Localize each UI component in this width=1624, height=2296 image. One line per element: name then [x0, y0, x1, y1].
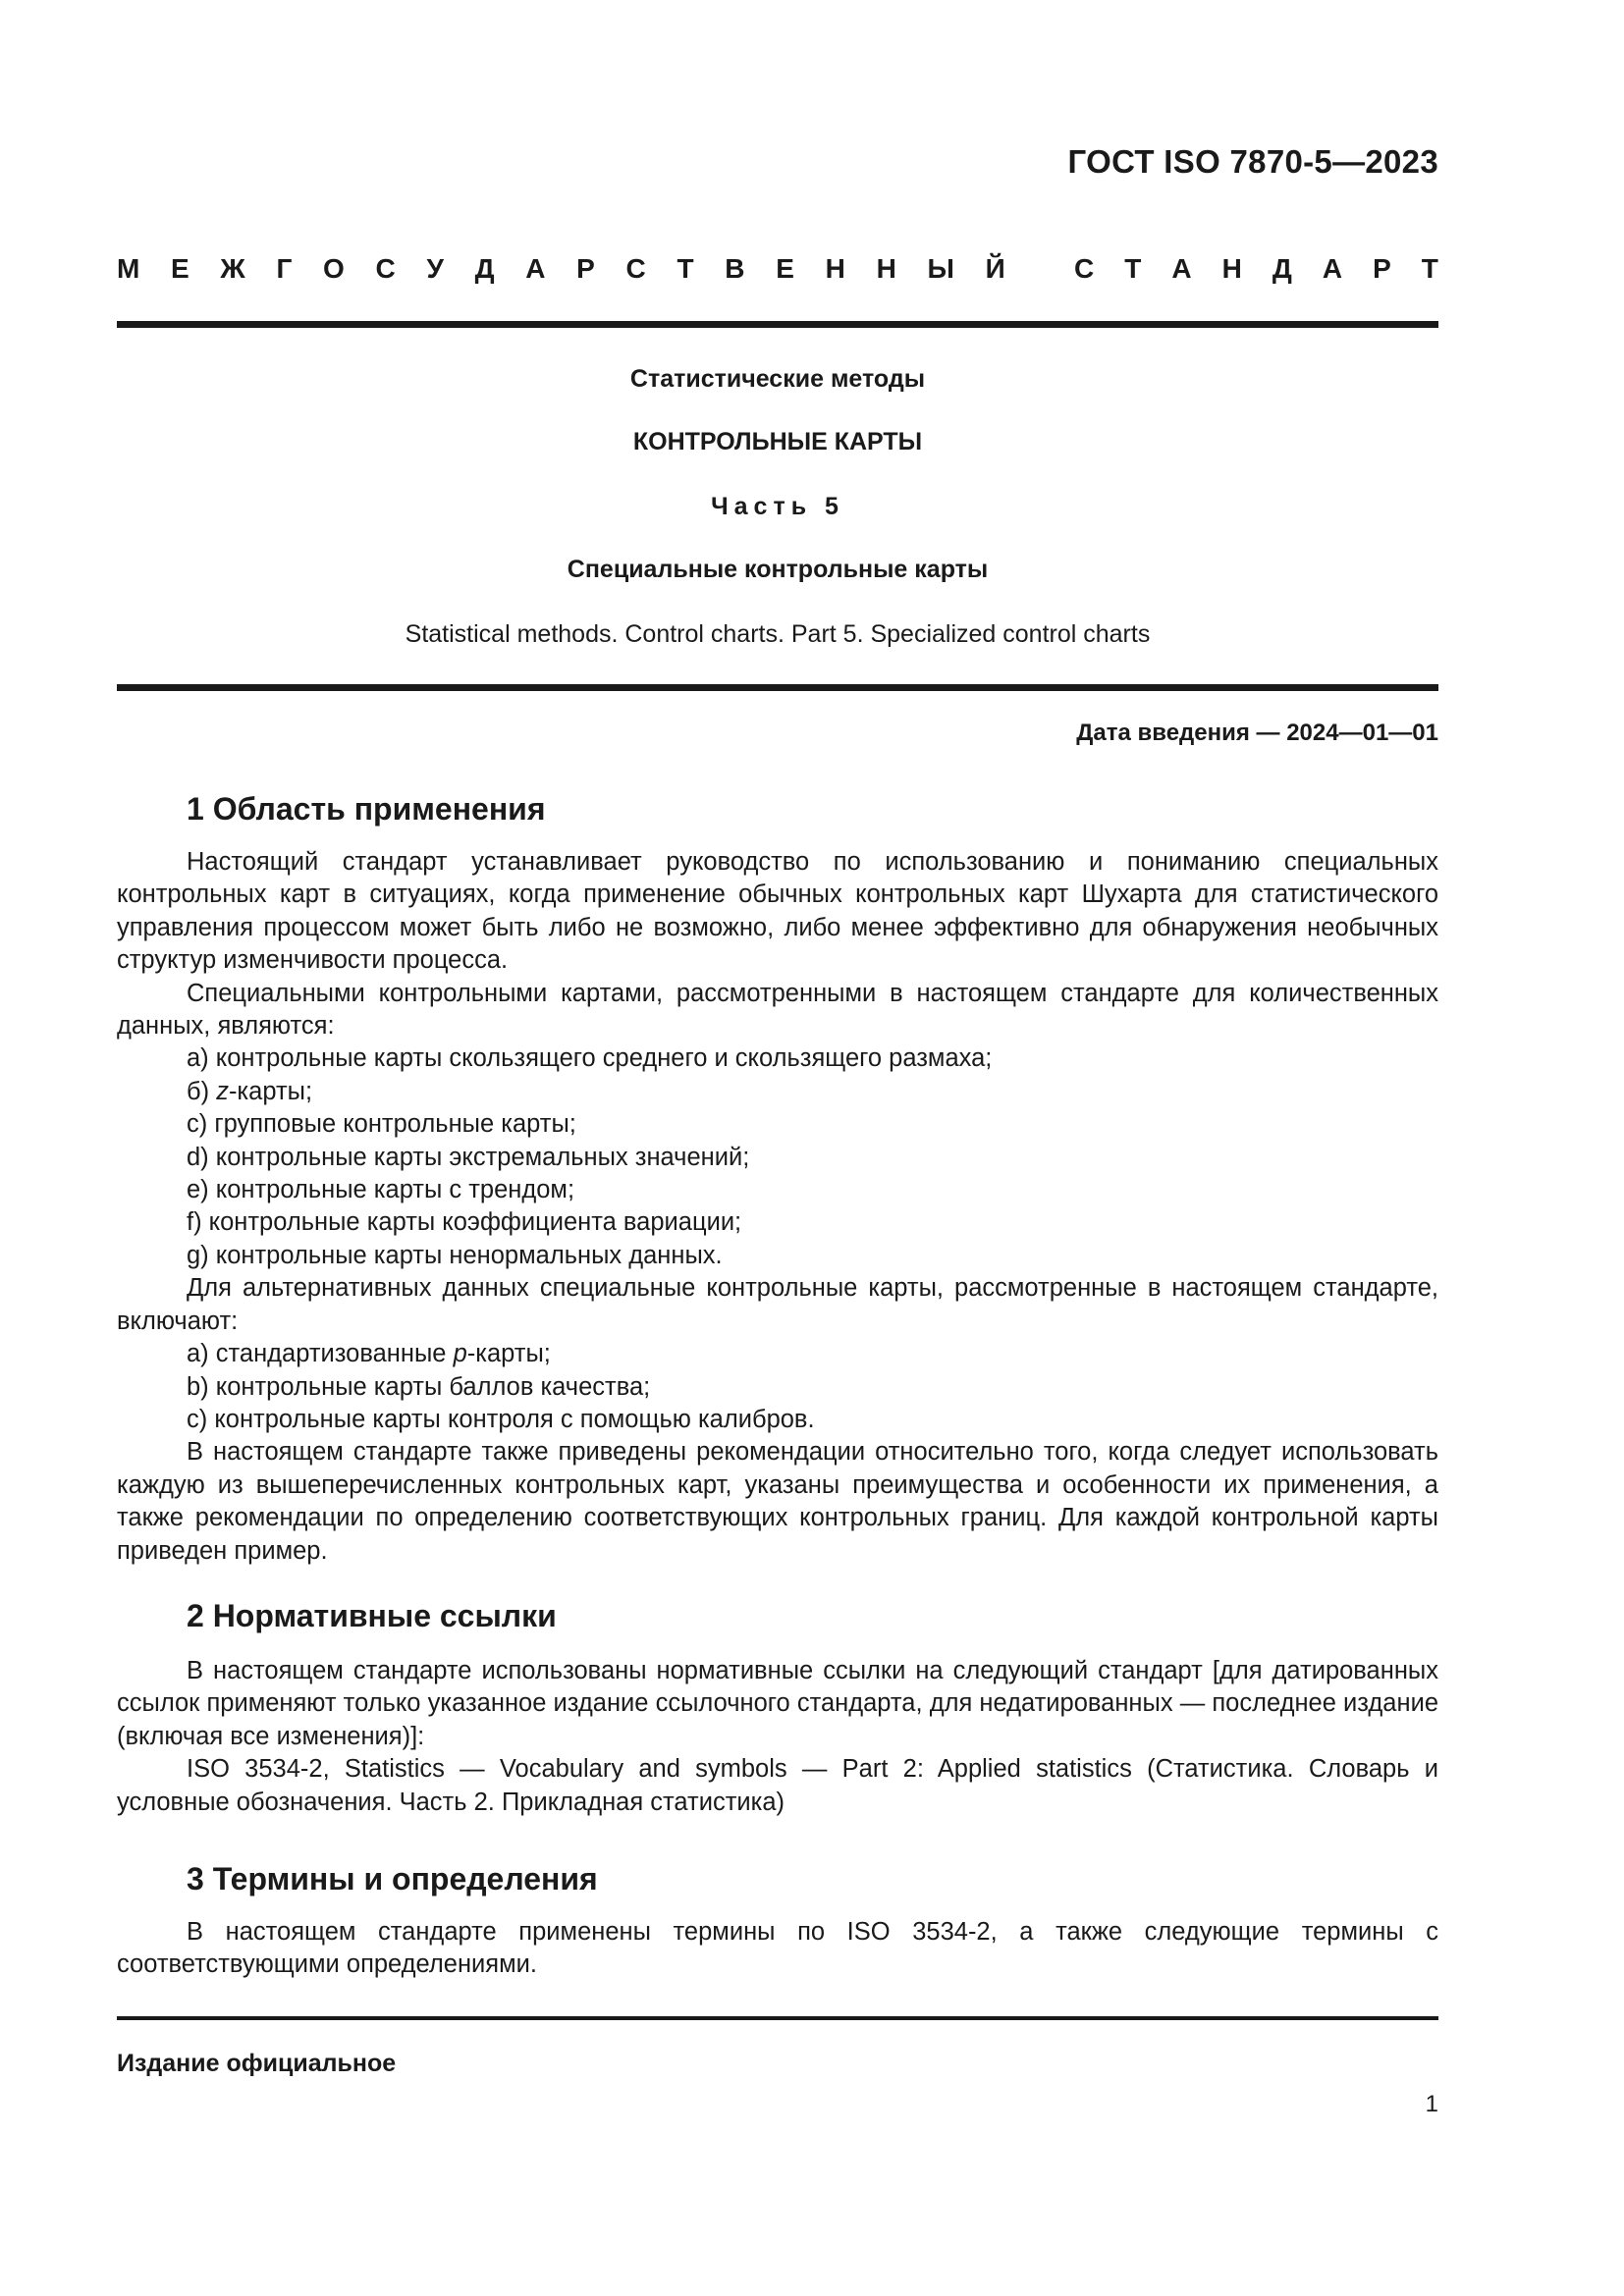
paragraph: В настоящем стандарте использованы нормативные ссылки на следующий стандарт [для датированных ссылок применяют только указанное издание ссылочного стандарта, для недатированных — последнее издание (включая все изменения)]: [117, 1657, 1438, 1750]
interstate-standard-banner [117, 253, 1438, 285]
list-attribute [117, 1338, 1438, 1436]
banner-letter: Р [576, 253, 595, 284]
banner-letter: А [1322, 253, 1343, 284]
banner-word-interstate [117, 253, 1005, 285]
list-item: е) контрольные карты с трендом; [187, 1176, 575, 1204]
part-label: Часть 5 [711, 493, 844, 520]
list-quantitative [117, 1042, 1438, 1272]
paragraph: Настоящий стандарт устанавливает руководство по использованию и пониманию специальных контрольных карт в ситуациях, когда применение обычных контрольных карт Шухарта для статистического управления процессом может быть либо не возможно, либо менее эффективно для обнаружения необычных структур изменчивости процесса. [117, 848, 1438, 975]
section-body-normative-references [117, 1655, 1438, 1819]
banner-letter: М [117, 253, 140, 284]
banner-letter: Й [985, 253, 1005, 284]
banner-letter: А [525, 253, 546, 284]
official-edition-label: Издание официальное [117, 2050, 397, 2077]
banner-letter: С [1074, 253, 1095, 284]
banner-letter: Е [776, 253, 794, 284]
introduction-date: Дата введения — 2024—01—01 [1076, 720, 1438, 746]
paragraph: Для альтернативных данных специальные контрольные карты, рассмотренные в настоящем стандарте, включают: [117, 1274, 1438, 1335]
banner-letter: А [1171, 253, 1192, 284]
list-item: d) контрольные карты экстремальных значений; [187, 1143, 750, 1171]
section-heading-scope: 1 Область применения [187, 791, 546, 827]
paragraph: Специальными контрольными картами, рассмотренными в настоящем стандарте для количественных данных, являются: [117, 979, 1438, 1041]
standard-subtitle: Специальные контрольные карты [567, 556, 989, 583]
list-item: б) z-карты; [187, 1077, 313, 1105]
paragraph: ISO 3534-2, Statistics — Vocabulary and symbols — Part 2: Applied statistics (Статистика. Словарь и условные обозначения. Часть 2. Прикладная статистика) [117, 1755, 1438, 1816]
banner-letter: В [725, 253, 745, 284]
list-item: а) стандартизованные p-карты; [187, 1340, 551, 1368]
section-body-terms [117, 1916, 1438, 1982]
document-code: ГОСТ ISO 7870-5—2023 [1067, 143, 1438, 180]
list-item: с) групповые контрольные карты; [187, 1110, 576, 1139]
footer-rule [117, 2016, 1438, 2020]
banner-letter: У [426, 253, 444, 284]
banner-letter: Г [276, 253, 293, 284]
banner-letter: Р [1373, 253, 1391, 284]
top-rule [117, 321, 1438, 328]
banner-letter: Е [171, 253, 189, 284]
banner-letter: Д [474, 253, 495, 284]
banner-letter: О [323, 253, 345, 284]
banner-letter: Т [677, 253, 694, 284]
list-item: с) контрольные карты контроля с помощью калибров. [187, 1405, 815, 1433]
subject-heading: Статистические методы [629, 365, 926, 393]
page-number: 1 [1425, 2091, 1438, 2117]
banner-letter: Т [1421, 253, 1438, 284]
banner-letter: Д [1272, 253, 1292, 284]
list-item: а) контрольные карты скользящего среднего и скользящего размаха; [187, 1044, 993, 1073]
section-heading-terms: 3 Термины и определения [187, 1861, 598, 1896]
document-page [117, 0, 1438, 2296]
banner-letter: С [625, 253, 646, 284]
banner-letter: С [375, 253, 396, 284]
list-item: g) контрольные карты ненормальных данных. [187, 1241, 723, 1269]
banner-letter: Н [1221, 253, 1242, 284]
standard-title: КОНТРОЛЬНЫЕ КАРТЫ [632, 428, 923, 455]
banner-letter: Ж [220, 253, 245, 284]
banner-letter: Т [1124, 253, 1142, 284]
paragraph: В настоящем стандарте применены термины по ISO 3534-2, а также следующие термины с соответствующими определениями. [117, 1918, 1438, 1979]
paragraph: В настоящем стандарте также приведены рекомендации относительно того, когда следует использовать каждую из вышеперечисленных контрольных карт, указаны преимущества и особенности их применения, а также рекомендации по определению соответствующих контрольных границ. Для каждой контрольной карты приведен пример. [117, 1438, 1438, 1565]
section-body-scope [117, 846, 1438, 1568]
title-block-rule [117, 684, 1438, 691]
english-title: Statistical methods. Control charts. Part 5. Specialized control charts [405, 620, 1151, 648]
banner-letter: Н [825, 253, 845, 284]
banner-letter: Н [876, 253, 896, 284]
list-item: b) контрольные карты баллов качества; [187, 1372, 651, 1401]
banner-letter: Ы [927, 253, 954, 284]
banner-word-standard [1074, 253, 1438, 285]
list-item: f) контрольные карты коэффициента вариации; [187, 1208, 742, 1237]
section-heading-normative-references: 2 Нормативные ссылки [187, 1598, 557, 1633]
